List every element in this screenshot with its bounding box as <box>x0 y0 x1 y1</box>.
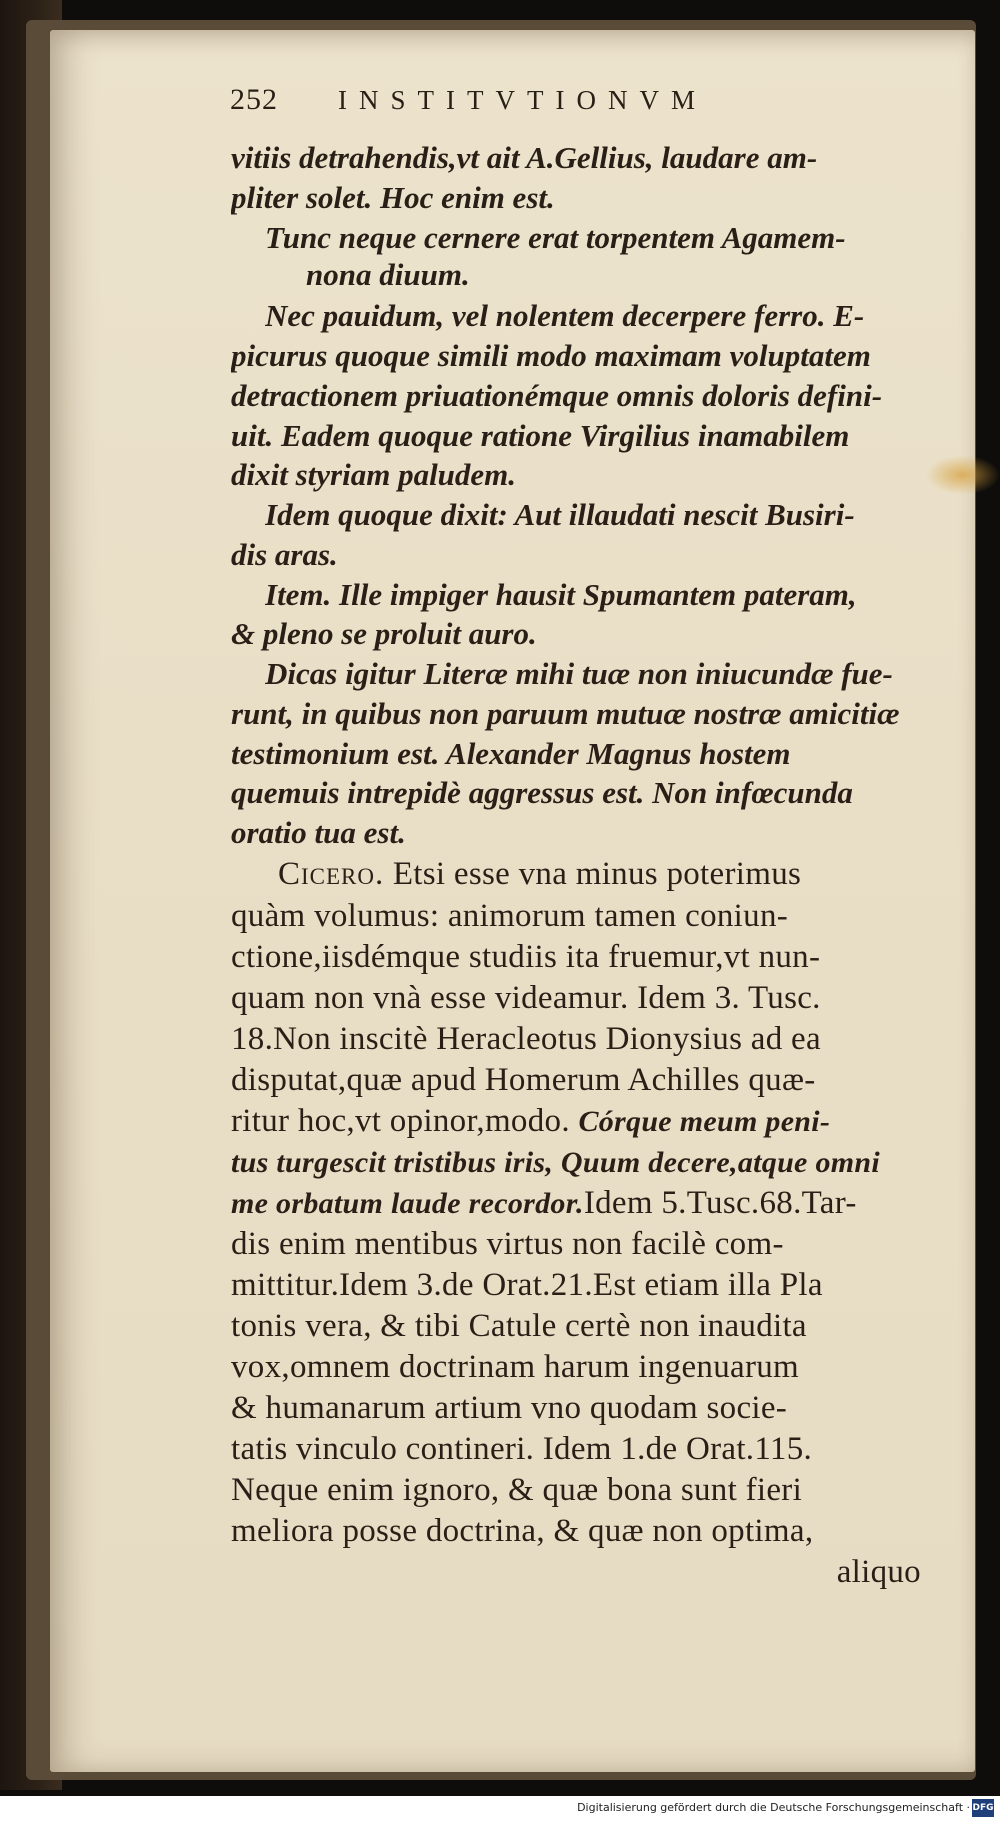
text-fragment: ritur hoc,vt opinor,modo. <box>231 1103 579 1139</box>
running-title: INSTITVTIONVM <box>338 84 707 115</box>
catchword: aliquo <box>836 1554 921 1590</box>
text-line: Dicas igitur Literæ mihi tuæ non iniucundæ fue- <box>265 656 893 691</box>
text-line: quemuis intrepidè aggressus est. Non infœcunda <box>231 775 853 810</box>
text-line: runt, in quibus non paruum mutuæ nostræ amicitiæ <box>231 696 900 731</box>
dfg-logo: DFG <box>972 1799 994 1817</box>
text-line: vox,omnem doctrinam harum ingenuarum <box>231 1349 799 1385</box>
quoted-verse: me orbatum laude recordor. <box>231 1187 584 1220</box>
quoted-verse: Córque meum peni- <box>578 1105 831 1138</box>
text-line: tatis vinculo contineri. Idem 1.de Orat.115. <box>231 1431 813 1467</box>
text-line: & humanarum artium vno quodam socie- <box>231 1390 788 1426</box>
text-line: mittitur.Idem 3.de Orat.21.Est etiam illa Pla <box>231 1267 823 1303</box>
text-line: picurus quoque simili modo maximam voluptatem <box>231 338 871 373</box>
page-number: 252 <box>230 83 278 116</box>
text-line: pliter solet. Hoc enim est. <box>231 180 555 215</box>
text-line: ctione,iisdémque studiis ita fruemur,vt nun- <box>231 939 821 975</box>
paper-stain <box>925 455 1000 495</box>
text-line: Tunc neque cernere erat torpentem Agamem- <box>265 220 846 255</box>
text-line: detractionem priuationémque omnis doloris defini- <box>231 378 883 413</box>
running-head <box>230 80 770 120</box>
text-line <box>231 1141 921 1184</box>
text-line: vitiis detrahendis,vt ait A.Gellius, laudare am- <box>231 140 818 175</box>
funding-credit: Digitalisierung gefördert durch die Deutsche Forschungsgemeinschaft · <box>577 1801 970 1814</box>
quoted-verse: tus turgescit tristibus iris, Quum decere,atque omni <box>231 1146 881 1179</box>
text-line: & pleno se proluit auro. <box>231 616 537 651</box>
text-line: tonis vera, & tibi Catule certè non inaudita <box>231 1308 807 1344</box>
text-line: Item. Ille impiger hausit Spumantem pateram, <box>265 577 857 612</box>
text-line: quàm volumus: animorum tamen coniun- <box>231 898 789 934</box>
text-fragment: Etsi esse vna minus poterimus <box>384 856 802 892</box>
text-line: Nec pauidum, vel nolentem decerpere ferro. E- <box>265 298 865 333</box>
text-line: meliora posse doctrina, & quæ non optima, <box>231 1513 814 1549</box>
text-fragment: Idem 5.Tusc.68.Tar- <box>583 1185 857 1221</box>
text-line: nona diuum. <box>306 257 470 292</box>
text-line: 18.Non inscitè Heracleotus Dionysius ad ea <box>231 1021 821 1057</box>
author-name: Cicero. <box>278 856 385 892</box>
text-line <box>231 1182 921 1225</box>
text-line: disputat,quæ apud Homerum Achilles quæ- <box>231 1062 816 1098</box>
text-line <box>278 853 918 895</box>
text-line: oratio tua est. <box>231 815 406 850</box>
footer-bar <box>0 1796 1000 1822</box>
text-line: quam non vnà esse videamur. Idem 3. Tusc. <box>231 980 821 1016</box>
text-line: Neque enim ignoro, & quæ bona sunt fieri <box>231 1472 803 1508</box>
text-line: testimonium est. Alexander Magnus hostem <box>231 736 791 771</box>
text-line: dis enim mentibus virtus non facilè com- <box>231 1226 784 1262</box>
text-line: Idem quoque dixit: Aut illaudati nescit Busiri- <box>265 497 855 532</box>
text-line: dis aras. <box>231 537 338 572</box>
text-line: dixit styriam paludem. <box>231 457 517 492</box>
text-line <box>231 1100 921 1143</box>
text-line: uit. Eadem quoque ratione Virgilius inamabilem <box>231 418 850 453</box>
